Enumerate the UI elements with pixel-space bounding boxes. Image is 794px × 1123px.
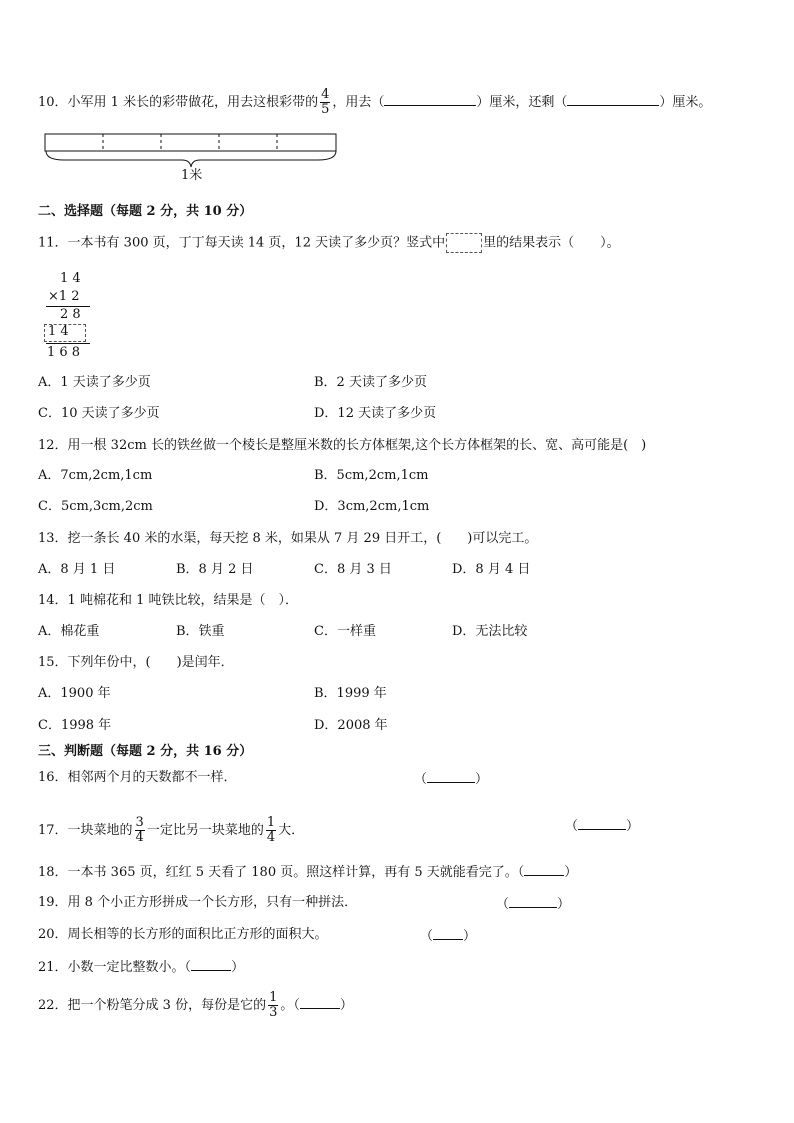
answer-blank[interactable]	[300, 995, 340, 1009]
q15-option-a[interactable]: A．1900 年	[38, 686, 111, 701]
question-10	[38, 88, 711, 117]
q10-text-d: ）厘米。	[659, 95, 712, 110]
answer-blank-remaining[interactable]	[567, 92, 659, 106]
q12-option-b[interactable]: B．5cm,2cm,1cm	[314, 468, 429, 483]
q14-option-c[interactable]: C．一样重	[314, 624, 376, 639]
q15-option-d[interactable]: D．2008 年	[314, 718, 388, 733]
section-2-title: 二、选择题（每题 2 分，共 10 分）	[38, 204, 253, 219]
calc-line-2: ×1 2	[48, 289, 80, 304]
question-20: 20．周长相等的长方形的面积比正方形的面积大。	[38, 927, 328, 942]
ribbon-dividers	[103, 134, 277, 151]
q22-text-b: 。	[280, 998, 294, 1013]
paren-close: ）	[463, 929, 477, 944]
paren-close: ）	[557, 897, 571, 912]
dotted-box	[446, 233, 482, 253]
paren-open: （	[565, 819, 579, 834]
paren-close: ）	[475, 772, 489, 787]
q12-option-c[interactable]: C．5cm,3cm,2cm	[38, 499, 153, 514]
paren-close: ）	[626, 819, 640, 834]
paren-open: （	[414, 772, 428, 787]
paren-open: （	[293, 998, 300, 1013]
answer-blank-used[interactable]	[384, 92, 476, 106]
q13-option-c[interactable]: C．8 月 3 日	[314, 562, 392, 577]
q16-answer[interactable]	[414, 769, 488, 789]
answer-blank[interactable]	[427, 769, 475, 783]
frac-denominator: 3	[269, 1005, 278, 1020]
q11-option-d[interactable]: D．12 天读了多少页	[314, 406, 437, 421]
q13-option-d[interactable]: D．8 月 4 日	[452, 562, 531, 577]
q14-option-a[interactable]: A．棉花重	[38, 624, 100, 639]
q10-text-b: ，用去（	[332, 95, 385, 110]
q22-text-a: 22．把一个粉笔分成 3 份，每份是它的	[38, 998, 267, 1013]
answer-blank[interactable]	[578, 816, 626, 830]
question-21	[38, 957, 244, 977]
q12-option-d[interactable]: D．3cm,2cm,1cm	[314, 499, 430, 514]
question-14: 14．1 吨棉花和 1 吨铁比较，结果是（ ）．	[38, 593, 298, 608]
question-12: 12．用一根 32cm 长的铁丝做一个棱长是整厘米数的长方体框架,这个长方体框架的长、宽、高可能是( )	[38, 438, 647, 453]
paren-close: ）	[231, 960, 245, 975]
fraction-4-5	[320, 88, 330, 117]
fraction-1-4	[266, 816, 276, 845]
calc-line-5: 1 6 8	[47, 345, 81, 360]
q15-option-b[interactable]: B．1999 年	[314, 686, 387, 701]
paren-open: （	[517, 865, 525, 880]
frac-numerator: 3	[135, 815, 144, 830]
frac-denominator: 4	[135, 830, 144, 845]
paren-close: ）	[564, 865, 578, 880]
answer-blank[interactable]	[433, 926, 463, 940]
fraction-3-4	[135, 816, 145, 845]
calc-line-3: 2 8	[60, 307, 81, 322]
question-15: 15．下列年份中，( )是闰年．	[38, 655, 234, 670]
q17-text-c: 大．	[278, 823, 305, 838]
q10-text-a: 10．小军用 1 米长的彩带做花，用去这根彩带的	[38, 95, 319, 110]
q17-text-a: 17．一块菜地的	[38, 823, 133, 838]
ribbon-label: 1米	[181, 168, 203, 183]
q14-option-b[interactable]: B．铁重	[176, 624, 225, 639]
paren-open: （	[496, 897, 510, 912]
q11-text-b: 里的结果表示（ ）。	[483, 235, 620, 251]
paren-open: （	[420, 929, 434, 944]
q19-answer[interactable]	[496, 894, 570, 914]
calc-line-4: 1 4	[48, 324, 69, 339]
q18-text: 18．一本书 365 页，红红 5 天看了 180 页。照这样计算，再有 5 天就能看完了。	[38, 865, 518, 880]
q17-answer[interactable]	[565, 816, 639, 836]
question-11	[38, 233, 620, 253]
ribbon-brace	[46, 151, 336, 167]
q17-text-b: 一定比另一块菜地的	[146, 823, 264, 838]
frac-numerator: 1	[266, 815, 276, 830]
ribbon-rect	[45, 134, 336, 151]
calc-line-1: 1 4	[60, 271, 81, 286]
paren-close: ）	[339, 998, 353, 1013]
paren-open: （	[184, 960, 192, 975]
q11-option-b[interactable]: B．2 天读了多少页	[314, 375, 427, 390]
section-3-title: 三、判断题（每题 2 分，共 16 分）	[38, 744, 253, 759]
q11-option-a[interactable]: A．1 天读了多少页	[38, 375, 151, 390]
q13-option-b[interactable]: B．8 月 2 日	[176, 562, 254, 577]
q20-answer[interactable]	[420, 926, 476, 946]
frac-denominator: 4	[266, 830, 276, 845]
q11-text-a: 11．一本书有 300 页，丁丁每天读 14 页，12 天读了多少页？竖式中	[38, 235, 446, 251]
question-17	[38, 816, 304, 845]
answer-blank[interactable]	[524, 862, 564, 876]
q11-option-c[interactable]: C．10 天读了多少页	[38, 406, 160, 421]
q14-option-d[interactable]: D．无法比较	[452, 624, 528, 639]
question-22	[38, 991, 353, 1020]
frac-numerator: 1	[269, 990, 278, 1005]
question-18	[38, 862, 577, 882]
frac-denominator: 5	[321, 102, 330, 117]
question-19: 19．用 8 个小正方形拼成一个长方形，只有一种拼法．	[38, 895, 358, 910]
frac-numerator: 4	[321, 87, 330, 102]
question-13: 13．挖一条长 40 米的水渠，每天挖 8 米，如果从 7 月 29 日开工，( )可以完工。	[38, 531, 538, 546]
q12-option-a[interactable]: A．7cm,2cm,1cm	[38, 468, 153, 483]
q15-option-c[interactable]: C．1998 年	[38, 718, 112, 733]
question-16: 16．相邻两个月的天数都不一样．	[38, 770, 237, 785]
answer-blank[interactable]	[191, 957, 231, 971]
fraction-1-3	[268, 991, 278, 1020]
q13-option-a[interactable]: A．8 月 1 日	[38, 562, 116, 577]
q21-text: 21．小数一定比整数小。	[38, 960, 185, 975]
answer-blank[interactable]	[509, 894, 557, 908]
q10-text-c: ）厘米，还剩（	[476, 95, 568, 110]
